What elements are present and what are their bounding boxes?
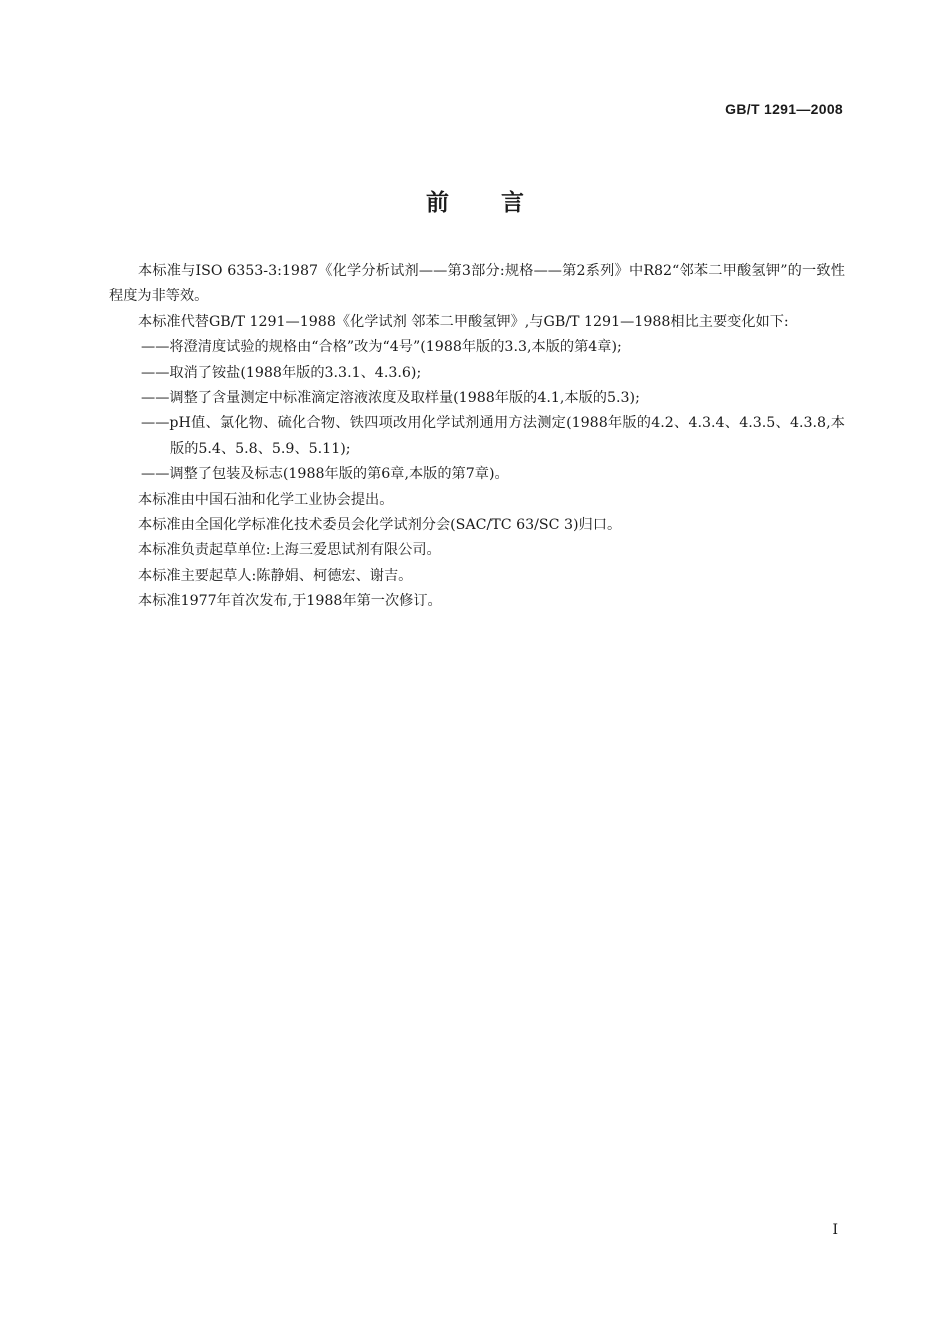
paragraph-centralized: 本标准由全国化学标准化技术委员会化学试剂分会(SAC/TC 63/SC 3)归口。 xyxy=(138,517,622,534)
paragraph-equivalence: 本标准与ISO 6353-3:1987《化学分析试剂——第3部分:规格——第2系列》中R82“邻苯二甲酸氢钾”的一致性程度为非等效。 xyxy=(109,263,845,305)
paragraph-replacement: 本标准代替GB/T 1291—1988《化学试剂 邻苯二甲酸氢钾》,与GB/T 1291—1988相比主要变化如下: xyxy=(138,313,789,330)
change-item: ——调整了含量测定中标准滴定溶液浓度及取样量(1988年版的4.1,本版的5.3); xyxy=(141,390,640,407)
paragraph-drafting-unit: 本标准负责起草单位:上海三爱思试剂有限公司。 xyxy=(138,542,441,559)
page-number: I xyxy=(832,1222,838,1238)
paragraph-drafters: 本标准主要起草人:陈静娟、柯德宏、谢吉。 xyxy=(138,567,413,584)
change-item: ——取消了铵盐(1988年版的3.3.1、4.3.6); xyxy=(141,364,422,381)
document-body xyxy=(109,259,845,615)
change-item: ——将澄清度试验的规格由“合格”改为“4号”(1988年版的3.3,本版的第4章); xyxy=(141,339,622,356)
page-title: 前言 xyxy=(426,190,576,216)
standard-code: GB/T 1291—2008 xyxy=(725,101,843,117)
paragraph-history: 本标准1977年首次发布,于1988年第一次修订。 xyxy=(138,593,442,610)
change-item: ——pH值、氯化物、硫化合物、铁四项改用化学试剂通用方法测定(1988年版的4.2、4.3.4、4.3.5、4.3.8,本版的5.4、5.8、5.9、5.11); xyxy=(141,415,845,457)
paragraph-proposer: 本标准由中国石油和化学工业协会提出。 xyxy=(138,491,394,508)
change-item: ——调整了包装及标志(1988年版的第6章,本版的第7章)。 xyxy=(141,466,509,483)
